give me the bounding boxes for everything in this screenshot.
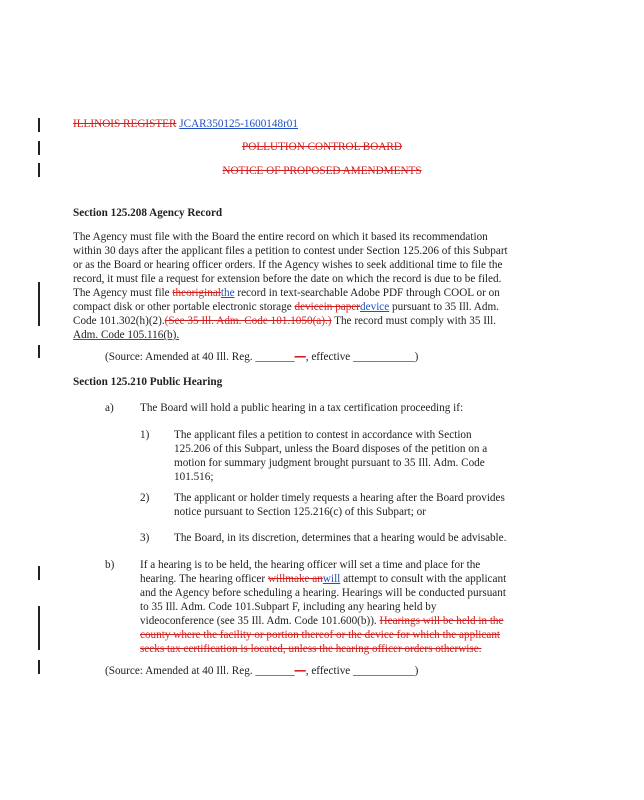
item-line: The Board, in its discretion, determines that a hearing would be advisable. xyxy=(174,532,507,544)
register-inserted: JCAR350125-1600148r01 xyxy=(179,118,298,130)
subsection-text: The Board will hold a public hearing in a tax certification proceeding if: xyxy=(140,402,464,414)
item-number: 2) xyxy=(140,492,150,504)
paragraph-line: Code 101.302(h)(2).(See 35 Ill. Adm. Code 101.1050(a).) The record must comply with 35 Ill. xyxy=(73,315,497,327)
register-line xyxy=(73,118,298,130)
source-note: (Source: Amended at 40 Ill. Reg. _______—, effective ___________) xyxy=(105,351,419,363)
item-line: notice pursuant to Section 125.216(c) of this Subpart; or xyxy=(174,506,426,518)
item-line: The applicant files a petition to contest in accordance with Section xyxy=(174,429,472,441)
change-bar xyxy=(38,118,40,132)
item-line: The applicant or holder timely requests a hearing after the Board provides xyxy=(174,492,505,504)
item-number: 3) xyxy=(140,532,150,544)
paragraph-line: The Agency must file theoriginalthe record in text-searchable Adobe PDF through COOL or on xyxy=(73,287,500,299)
change-bar xyxy=(38,606,40,650)
paragraph-line: compact disk or other portable electronic storage devicein paperdevice pursuant to 35 Ill. Adm. xyxy=(73,301,499,313)
subsection-text: videoconference (see 35 Ill. Adm. Code 101.600(b)). Hearings will be held in the xyxy=(140,615,504,627)
subsection-text: to 35 Ill. Adm. Code 101.Subpart F, including any hearing held by xyxy=(140,601,437,613)
source-note: (Source: Amended at 40 Ill. Reg. _______—, effective ___________) xyxy=(105,665,419,677)
notice-heading: NOTICE OF PROPOSED AMENDMENTS xyxy=(222,165,422,177)
subsection-text: seeks tax certification is located, unless the hearing officer orders otherwise. xyxy=(140,643,482,655)
item-line: 101.516; xyxy=(174,471,214,483)
board-heading: POLLUTION CONTROL BOARD xyxy=(242,141,402,153)
paragraph-line: Adm. Code 105.116(b). xyxy=(73,329,180,341)
change-bar xyxy=(38,566,40,580)
item-line: 125.206 of this Subpart, unless the Board disposes of the petition on a xyxy=(174,443,488,455)
subsection-text: hearing. The hearing officer willmake anwill attempt to consult with the applicant xyxy=(140,573,507,585)
paragraph-line: record, it must file a request for extension before the date on which the record is due to be filed. xyxy=(73,273,502,285)
item-line: motion for summary judgment brought pursuant to 35 Ill. Adm. Code xyxy=(174,457,485,469)
change-bar xyxy=(38,282,40,326)
item-number: 1) xyxy=(140,429,150,441)
subsection-label: b) xyxy=(105,559,115,571)
register-deleted: ILLINOIS REGISTER xyxy=(73,118,177,130)
subsection-text: county where the facility or portion thereof or the device for which the applicant xyxy=(140,629,501,641)
change-bar xyxy=(38,345,40,358)
subsection-text: If a hearing is to be held, the hearing officer will set a time and place for the xyxy=(140,559,481,571)
subsection-label: a) xyxy=(105,402,114,414)
paragraph-line: or as the Board or hearing officer orders. If the Agency wishes to seek additional time to file the xyxy=(73,259,503,271)
section-210-title: Section 125.210 Public Hearing xyxy=(73,376,223,388)
subsection-text: and the Agency before scheduling a hearing. Hearings will be conducted pursuant xyxy=(140,587,506,599)
paragraph-line: The Agency must file with the Board the entire record on which it based its recommendation xyxy=(73,231,488,243)
change-bar xyxy=(38,660,40,674)
paragraph-line: within 30 days after the applicant files a petition to contest under Section 125.206 of this Subpart xyxy=(73,245,508,257)
section-208-title: Section 125.208 Agency Record xyxy=(73,207,223,219)
